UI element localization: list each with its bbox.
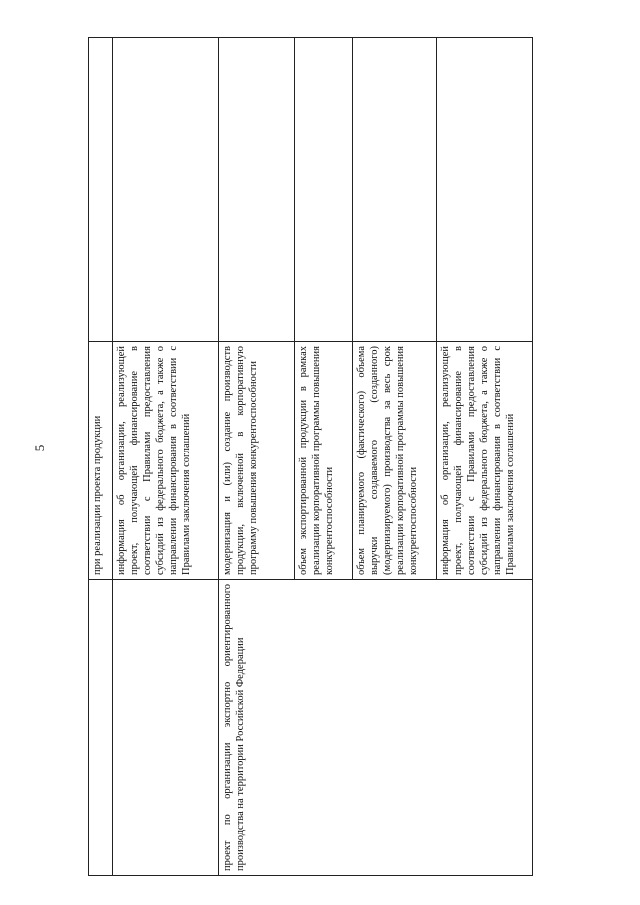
table-cell <box>89 38 113 342</box>
table-row <box>219 38 295 876</box>
table-cell: информация об организации, реализующей проект, получающей финансирование в соответствии с Правилами предоставления субсидий из федерального бюджета, а также о направлении финансирования в соответствии с Правилами заключения соглашений <box>113 342 219 580</box>
indicators-table <box>88 37 533 876</box>
indicator-cell: объем экспортированной продукции в рамках реализации корпоративной программы повышения конкурентоспособности <box>295 342 353 580</box>
indicator-cell: объем планируемого (фактического) объема выручки создаваемого (созданного) (модернизируемого) производства за весь срок реализации корпоративной программы повышения конкурентоспособности <box>353 342 437 580</box>
table-cell <box>437 38 533 342</box>
indicator-cell: информация об организации, реализующей проект, получающей финансирование в соответствии с Правилами предоставления субсидий из федерального бюджета, а также о направлении финансирования в соответствии с Правилами заключения соглашений <box>437 342 533 580</box>
table-cell <box>295 38 353 342</box>
indicator-cell: модернизация и (или) создание производств продукции, включенной в корпоративную программу повышения конкурентоспособности <box>219 342 295 580</box>
table-cell <box>113 38 219 342</box>
table-cell <box>219 38 295 342</box>
table-row <box>89 38 113 876</box>
project-cell: проект по организации экспортно ориентированного производства на территории Российской Федерации <box>219 580 533 876</box>
table-row <box>113 38 219 876</box>
rotated-table-container <box>88 38 533 876</box>
table-cell <box>353 38 437 342</box>
page-number: 5 <box>32 444 47 452</box>
table-cell <box>113 580 219 876</box>
table-cell <box>89 580 113 876</box>
table-cell: при реализации проекта продукции <box>89 342 113 580</box>
